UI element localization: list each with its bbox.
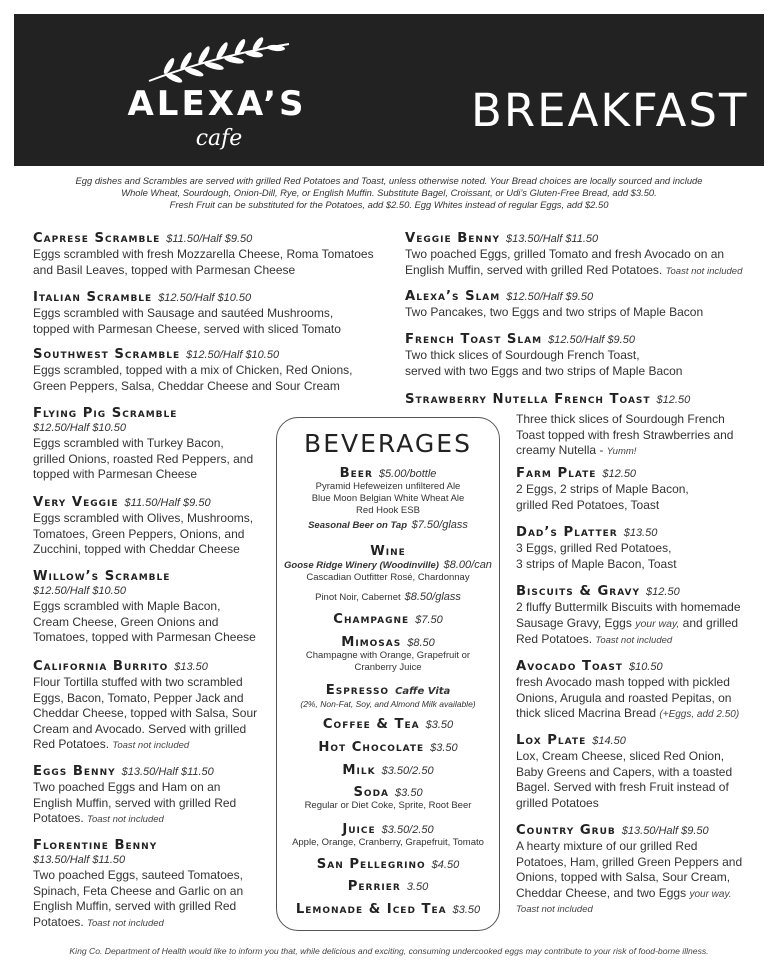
- item-desc: and Basil Leaves, topped with Parmesan Cheese: [33, 262, 296, 277]
- item-desc: Red Potatoes.: [516, 632, 593, 646]
- item-desc: Cream Cheese, Green Onions and: [33, 614, 219, 629]
- item-price: $12.50/Half $10.50: [186, 349, 280, 361]
- bev-name: Champagne: [333, 612, 410, 627]
- bev-price: $3.50: [430, 742, 458, 754]
- bev-price: $7.50: [415, 614, 443, 626]
- intro-line: Fresh Fruit can be substituted for the Potatoes, add $2.50. Egg Whites instead of regular Eggs, add $2.50: [169, 199, 609, 210]
- bev-line: Apple, Orange, Cranberry, Grapefruit, Tomato: [292, 837, 484, 848]
- item-desc: Eggs scrambled with Turkey Bacon,: [33, 436, 224, 450]
- item-price: $12.50/Half $10.50: [33, 585, 126, 597]
- item-desc: English Muffin, served with grilled Red Potatoes.: [405, 262, 663, 277]
- item-desc: served with two Eggs and two strips of Maple Bacon: [405, 363, 683, 378]
- bev-price: $8.50/glass: [404, 591, 461, 603]
- item-desc: Red Potatoes.: [33, 737, 110, 751]
- bev-hot-chocolate: [277, 740, 499, 755]
- bev-name: San Pellegrino: [316, 857, 426, 872]
- menu-item-dads-platter: [516, 525, 766, 572]
- item-name: Florentine Benny: [33, 838, 158, 853]
- menu-header: [14, 14, 764, 166]
- bev-name: Wine: [370, 544, 406, 559]
- bev-line: Champagne with Orange, Grapefruit or: [305, 650, 471, 661]
- item-desc: Green Peppers, Salsa, Cheddar Cheese and Sour Cream: [33, 378, 340, 393]
- menu-item-biscuits-gravy: [516, 584, 771, 649]
- item-desc: fresh Avocado mash topped with pickled: [516, 675, 730, 689]
- item-note: Toast not included: [87, 814, 164, 825]
- bev-price: $3.50/2.50: [381, 765, 434, 777]
- item-desc: topped with Parmesan Cheese: [33, 467, 198, 481]
- item-desc: Eggs scrambled with Maple Bacon,: [33, 599, 221, 613]
- item-price: $13.50/Half $11.50: [121, 766, 214, 778]
- item-desc: topped with Parmesan Cheese, served with sliced Tomato: [33, 321, 341, 336]
- menu-item-avocado-toast: [516, 659, 771, 723]
- bev-line: Pinot Noir, Cabernet: [315, 592, 401, 603]
- bev-coffee-tea: [277, 717, 499, 732]
- bev-name: Beer: [339, 466, 373, 481]
- menu-item-strawberry-nutella: [405, 392, 765, 407]
- item-desc: Onions, Arugula and roasted Pepitas, on: [516, 690, 732, 705]
- item-desc: Cheddar Cheese, and two Eggs: [516, 885, 687, 900]
- menu-item-florentine-benny: [33, 838, 273, 931]
- bev-line: Cranberry Juice: [354, 662, 422, 673]
- item-name: Veggie Benny: [405, 231, 500, 246]
- menu-item-country-grub: [516, 823, 771, 918]
- bev-line: Cascadian Outfitter Rosé, Chardonnay: [306, 572, 470, 583]
- intro-line: Egg dishes and Scrambles are served with grilled Red Potatoes and Toast, unless otherwise noted. Your Bread choices are locally sourced and include: [75, 175, 703, 186]
- menu-item-flying-pig-scramble: [33, 406, 273, 483]
- bev-lemonade-iced-tea: [277, 902, 499, 917]
- item-desc: Two poached Eggs, sauteed Tomatoes,: [33, 868, 243, 882]
- item-price: $12.50/Half $9.50: [548, 334, 635, 346]
- bev-price: $4.50: [431, 859, 460, 871]
- bev-beer: [277, 466, 499, 532]
- item-name: Lox Plate: [516, 733, 587, 748]
- item-price: $13.50/Half $9.50: [621, 825, 709, 837]
- item-note: your way,: [635, 617, 680, 630]
- item-desc: Flour Tortilla stuffed with two scrambled: [33, 675, 243, 689]
- bev-note: (2%, Non-Fat, Soy, and Almond Milk available): [300, 699, 476, 709]
- item-name: Caprese Scramble: [33, 231, 161, 246]
- item-name: Italian Scramble: [33, 290, 153, 305]
- item-desc: 2 Eggs, 2 strips of Maple Bacon,: [516, 482, 689, 496]
- item-name: Biscuits & Gravy: [516, 584, 641, 599]
- item-note: Toast not included: [665, 265, 743, 277]
- menu-item-eggs-benny: [33, 764, 273, 828]
- item-price: $12.50: [646, 586, 680, 598]
- item-desc: creamy Nutella -: [516, 443, 604, 457]
- bev-mimosas: [277, 635, 499, 674]
- item-price: $13.50: [623, 527, 658, 539]
- item-desc: English Muffin, served with grilled Red: [33, 899, 237, 913]
- item-desc: Toast topped with fresh Strawberries and: [516, 427, 734, 442]
- bev-price: $3.50: [395, 787, 423, 799]
- item-price: $13.50/Half $11.50: [506, 233, 599, 245]
- beverages-title: BEVERAGES: [304, 429, 472, 458]
- item-desc: Potatoes.: [33, 811, 84, 825]
- bev-price: $8.00/can: [443, 559, 492, 571]
- bev-name: Juice: [342, 822, 376, 837]
- bev-champagne: [277, 612, 499, 627]
- item-desc: Eggs, Bacon, Tomato, Pepper Jack and: [33, 690, 244, 705]
- beverages-box: [276, 417, 500, 931]
- item-name: Very Veggie: [33, 495, 119, 510]
- item-desc: Eggs scrambled, topped with a mix of Chicken, Red Onions,: [33, 363, 353, 377]
- item-name: Country Grub: [516, 823, 616, 838]
- item-name: Dad’s Platter: [516, 525, 618, 540]
- item-note: Toast not included: [595, 635, 673, 646]
- item-desc: Cheddar Cheese, topped with Salsa, Sour: [33, 706, 258, 720]
- menu-item-french-toast-slam: [405, 332, 765, 379]
- bev-name: Espresso: [325, 683, 390, 698]
- bev-price: $5.00/bottle: [378, 468, 437, 480]
- intro-line: Whole Wheat, Sourdough, Onion-Dill, Rye, or English Muffin. Substitute Bagel, Croissant, or Udi’s Gluten-Free Bread, add $3.50.: [121, 187, 657, 198]
- olive-branch-logo: [144, 36, 294, 86]
- health-disclaimer: King Co. Department of Health would like to inform you that, while delicious and exciting, consuming undercooked eggs may contribute to your risk of food-borne illness.: [69, 946, 709, 956]
- item-name: Avocado Toast: [516, 659, 623, 674]
- bev-name: Mimosas: [341, 635, 402, 650]
- menu-item-willows-scramble: [33, 569, 273, 646]
- bev-soda: [277, 785, 499, 812]
- bev-perrier: [277, 879, 499, 894]
- bev-juice: [277, 822, 499, 849]
- item-desc: Three thick slices of Sourdough French: [516, 412, 725, 426]
- item-desc: grilled Onions, roasted Red Peppers, and: [33, 451, 254, 466]
- item-desc: Lox, Cream Cheese, sliced Red Onion,: [516, 749, 725, 763]
- item-desc: Tomatoes, Green Peppers, Onions, and: [33, 526, 245, 541]
- bev-brand: Caffe Vita: [395, 686, 451, 697]
- bev-price: $3.50: [425, 719, 454, 731]
- bev-line: Regular or Diet Coke, Sprite, Root Beer: [304, 800, 472, 811]
- menu-item-southwest-scramble: [33, 347, 383, 394]
- bev-name: Lemonade & Iced Tea: [295, 902, 447, 917]
- item-desc: Onions, topped with Salsa, Sour Cream,: [516, 870, 731, 884]
- bev-name: Perrier: [347, 879, 401, 894]
- bev-price: $7.50/glass: [411, 519, 468, 531]
- item-price: $10.50: [628, 661, 663, 673]
- item-price: $13.50: [174, 661, 208, 673]
- item-desc: and grilled: [679, 615, 739, 630]
- bev-espresso: [277, 683, 499, 710]
- item-note: Toast not included: [516, 904, 593, 915]
- item-price: $12.50/Half $10.50: [158, 292, 252, 304]
- item-price: $12.50/Half $9.50: [506, 291, 594, 303]
- bev-wine: [277, 544, 499, 604]
- brand-script: cafe: [195, 126, 243, 151]
- item-desc: Two poached Eggs and Ham on an: [33, 780, 221, 794]
- item-desc: Spinach, Feta Cheese and Garlic on an: [33, 883, 244, 898]
- item-price: $12.50: [602, 468, 637, 480]
- item-price: $11.50/Half $9.50: [124, 497, 211, 509]
- item-desc: Two poached Eggs, grilled Tomato and fresh Avocado on an: [405, 247, 725, 261]
- bev-name: Milk: [342, 763, 376, 778]
- item-desc: Two Pancakes, two Eggs and two strips of Maple Bacon: [405, 305, 704, 319]
- menu-item-very-veggie: [33, 495, 273, 558]
- item-desc: Cream and Avocado. Served with grilled: [33, 721, 247, 736]
- item-name: Strawberry Nutella French Toast: [405, 392, 651, 407]
- item-note: your way.: [689, 888, 732, 900]
- item-desc: 3 Eggs, grilled Red Potatoes,: [516, 541, 672, 555]
- bev-price: $8.50: [407, 637, 435, 649]
- menu-item-california-burrito: [33, 659, 273, 754]
- bev-line: Red Hook ESB: [356, 505, 420, 516]
- bev-price: $3.50/2.50: [381, 824, 434, 836]
- bev-name: Hot Chocolate: [318, 740, 425, 755]
- item-desc: Tomatoes, topped with Parmesan Cheese: [33, 630, 256, 644]
- bev-seasonal: Seasonal Beer on Tap: [308, 520, 407, 531]
- item-note: (+Eggs, add 2.50): [659, 709, 740, 720]
- item-price: $11.50/Half $9.50: [166, 233, 253, 245]
- intro-text: [40, 175, 738, 211]
- bev-line: Goose Ridge Winery (Woodinville): [284, 560, 439, 571]
- menu-item-italian-scramble: [33, 290, 383, 337]
- item-desc: Baby Greens and Capers, with a toasted: [516, 764, 733, 779]
- item-price: $14.50: [592, 735, 626, 747]
- item-price: $13.50/Half $11.50: [33, 854, 126, 866]
- item-note: Yumm!: [606, 446, 637, 457]
- item-desc: thick sliced Macrina Bread: [516, 706, 657, 720]
- menu-item-alexas-slam: [405, 289, 765, 321]
- bev-line: Pyramid Hefeweizen unfiltered Ale: [315, 481, 461, 492]
- item-name: French Toast Slam: [405, 332, 543, 347]
- item-desc: 3 strips of Maple Bacon, Toast: [516, 556, 677, 571]
- item-price: $12.50/Half $10.50: [33, 422, 126, 434]
- item-desc: Two thick slices of Sourdough French Toast,: [405, 348, 640, 362]
- item-desc: Potatoes, Ham, grilled Green Peppers and: [516, 854, 743, 869]
- item-note: Toast not included: [87, 917, 164, 929]
- item-desc: Bagel. Served with fresh Fruit instead of: [516, 780, 729, 794]
- item-desc: English Muffin, served with grilled Red: [33, 795, 237, 810]
- item-desc: A hearty mixture of our grilled Red: [516, 839, 698, 853]
- item-name: Farm Plate: [516, 466, 597, 481]
- page-title: BREAKFAST: [471, 84, 749, 137]
- bev-name: Coffee & Tea: [322, 717, 420, 732]
- menu-item-caprese-scramble: [33, 231, 383, 278]
- bev-milk: [277, 763, 499, 778]
- brand-name: ALEXA’S: [127, 84, 307, 124]
- bev-line: Blue Moon Belgian White Wheat Ale: [311, 493, 465, 504]
- item-price: $12.50: [656, 394, 691, 406]
- item-name: California Burrito: [33, 659, 169, 674]
- menu-item-lox-plate: [516, 733, 771, 811]
- item-desc: grilled Potatoes: [516, 795, 599, 810]
- menu-item-veggie-benny: [405, 231, 765, 279]
- item-note: Toast not included: [112, 740, 190, 751]
- bev-san-pellegrino: [277, 857, 499, 872]
- item-desc: Zucchini, topped with Cheddar Cheese: [33, 542, 240, 556]
- bev-price: 3.50: [406, 881, 429, 893]
- item-desc: grilled Red Potatoes, Toast: [516, 497, 660, 512]
- bev-name: Soda: [353, 785, 390, 800]
- item-desc: Potatoes.: [33, 914, 84, 929]
- item-name: Eggs Benny: [33, 764, 116, 779]
- menu-item-farm-plate: [516, 466, 766, 513]
- item-name: Flying Pig Scramble: [33, 406, 178, 421]
- item-desc: Eggs scrambled with fresh Mozzarella Cheese, Roma Tomatoes: [33, 247, 374, 261]
- item-desc: Sausage Gravy, Eggs: [516, 615, 632, 630]
- bev-price: $3.50: [452, 904, 481, 916]
- item-name: Alexa’s Slam: [405, 289, 501, 304]
- item-name: Southwest Scramble: [33, 347, 181, 362]
- item-desc: 2 fluffy Buttermilk Biscuits with homemade: [516, 600, 741, 614]
- item-name: Willow’s Scramble: [33, 569, 171, 584]
- item-desc: Eggs scrambled with Sausage and sautéed Mushrooms,: [33, 306, 334, 320]
- strawberry-nutella-desc: [516, 412, 766, 460]
- item-desc: Eggs scrambled with Olives, Mushrooms,: [33, 511, 254, 525]
